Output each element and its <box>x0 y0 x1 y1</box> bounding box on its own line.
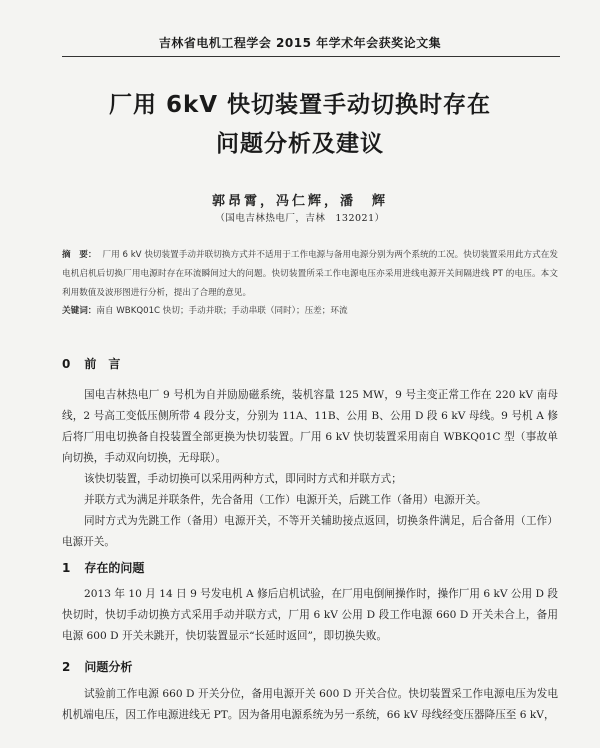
section-title: 问题分析 <box>84 660 133 674</box>
paragraph: 同时方式为先跳工作（备用）电源开关，不等开关辅助接点返回，切换条件满足，后合备用（工作）电源开关。 <box>62 515 558 548</box>
keywords <box>62 304 558 316</box>
section-title: 前 言 <box>84 357 121 371</box>
section-number: 1 <box>62 561 71 575</box>
section-number: 2 <box>62 660 71 674</box>
keywords-text: 南自 WBKQ01C 快切；手动并联；手动串联（同时）；压差；环流 <box>96 306 348 316</box>
paper-title-line-1: 厂用 6kV 快切装置手动切换时存在 <box>108 92 492 118</box>
section-number: 0 <box>62 357 71 371</box>
section-heading-2 <box>62 658 132 675</box>
section-heading-1 <box>62 559 144 576</box>
paragraph: 该快切装置，手动切换可以采用两种方式，即同时方式和并联方式； <box>84 473 402 485</box>
abstract-text: 厂用 6 kV 快切装置手动并联切换方式并不适用于工作电源与备用电源分别为两个系统的工况。快切装置采用此方式在发电机启机后切换厂用电源时存在环流瞬间过大的问题。快切装置所采工作电源电压亦采用进线电源开关间隔进线 PT 的电压。本文利用数值及波形图进行分析，提出了合理的意见。 <box>62 250 558 298</box>
paragraph: 2013 年 10 月 14 日 9 号发电机 A 修后启机试验，在厂用电倒闸操作时，操作厂用 6 kV 公用 D 段快切时，快切手动切换方式采用手动并联方式，厂用 6 kV 公用 D 段工作电源 660 D 开关未合上，备用电源 600 D 开关未跳开，快切装置显示“长延时返回”，即切换失败。 <box>62 588 558 642</box>
paper-title-line-2: 问题分析及建议 <box>216 131 384 157</box>
journal-header: 吉林省电机工程学会 2015 年学术年会获奖论文集 <box>158 36 442 50</box>
header-rule <box>62 56 560 57</box>
paragraph: 国电吉林热电厂 9 号机为自并励励磁系统，装机容量 125 MW，9 号主变正常工作在 220 kV 南母线，2 号高工变低压侧所带 4 段分支，分别为 11A、11B、公用 B、公用 D 段 6 kV 母线。9 号机 A 修后将厂用电切换备自投装置全部更换为快切装置。厂用 6 kV 快切装置采用南自 WBKQ01C 型（事故单向切换，手动双向切换，无母联）。 <box>62 389 558 464</box>
abstract-label: 摘 要： <box>62 250 97 260</box>
abstract <box>62 246 558 303</box>
authors: 郭昂霄，冯仁辉，潘 辉 <box>211 194 388 209</box>
keywords-label: 关键词： <box>62 306 97 316</box>
section-title: 存在的问题 <box>84 561 145 575</box>
paragraph: 试验前工作电源 660 D 开关分位，备用电源开关 600 D 开关合位。快切装置采工作电源电压为发电机机端电压，因工作电源进线无 PT。因为备用电源系统为另一系统，66 kV 母线经变压器降压至 6 kV， <box>62 688 558 721</box>
paragraph: 并联方式为满足并联条件，先合备用（工作）电源开关，后跳工作（备用）电源开关。 <box>84 494 487 506</box>
section-heading-0 <box>62 355 120 372</box>
affiliation: （国电吉林热电厂，吉林 132021） <box>215 213 385 224</box>
